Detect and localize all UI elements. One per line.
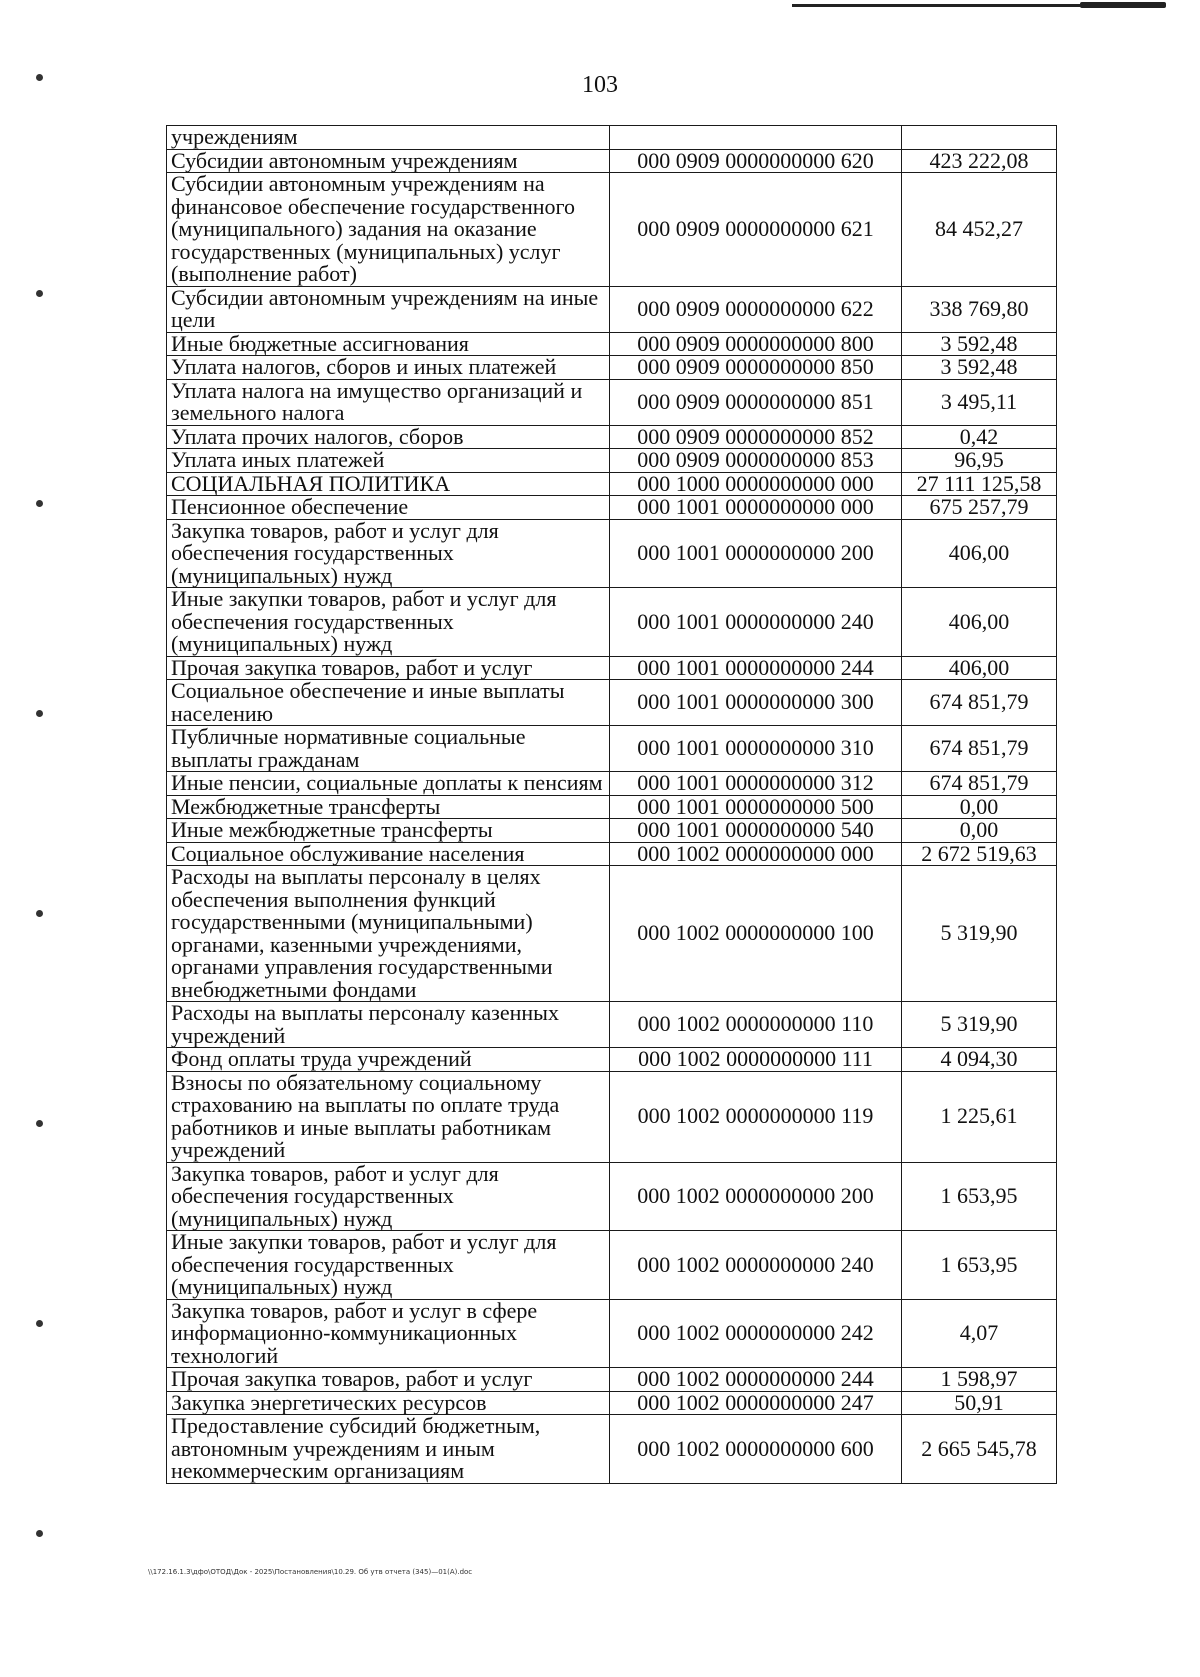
table-row	[167, 1071, 1057, 1162]
row-name-cell: Уплата налогов, сборов и иных платежей	[167, 356, 610, 380]
row-name-cell: Закупка энергетических ресурсов	[167, 1391, 610, 1415]
row-sum-cell: 1 598,97	[902, 1368, 1057, 1392]
row-name-cell: Закупка товаров, работ и услуг для обеспечения государственных (муниципальных) нужд	[167, 519, 610, 588]
top-rule-mark	[1080, 2, 1166, 8]
row-sum-cell: 423 222,08	[902, 149, 1057, 173]
margin-dot	[36, 910, 43, 917]
margin-dot	[36, 290, 43, 297]
table-row	[167, 149, 1057, 173]
row-sum-cell: 27 111 125,58	[902, 472, 1057, 496]
row-sum-cell: 338 769,80	[902, 286, 1057, 332]
row-sum-cell: 0,42	[902, 425, 1057, 449]
table-row	[167, 1299, 1057, 1368]
row-name-cell: Закупка товаров, работ и услуг для обеспечения государственных (муниципальных) нужд	[167, 1162, 610, 1231]
margin-dot	[36, 1320, 43, 1327]
row-code-cell: 000 0909 0000000000 851	[610, 379, 902, 425]
row-name-cell: Иные бюджетные ассигнования	[167, 332, 610, 356]
table-row	[167, 866, 1057, 1002]
file-path-footer: \\172.16.1.3\дфо\ОТОД\Док - 2025\Постановления\10.29. Об утв отчета (345)—01(А).doc	[148, 1568, 473, 1576]
row-code-cell: 000 1002 0000000000 240	[610, 1231, 902, 1300]
row-name-cell: Межбюджетные трансферты	[167, 795, 610, 819]
margin-dot	[36, 1530, 43, 1537]
row-name-cell: учреждениям	[167, 126, 610, 150]
row-code-cell: 000 1002 0000000000 200	[610, 1162, 902, 1231]
margin-dot	[36, 74, 43, 81]
row-code-cell: 000 0909 0000000000 622	[610, 286, 902, 332]
table-row	[167, 1368, 1057, 1392]
table-row	[167, 496, 1057, 520]
row-code-cell: 000 1002 0000000000 244	[610, 1368, 902, 1392]
row-sum-cell: 406,00	[902, 588, 1057, 657]
table-row	[167, 332, 1057, 356]
table-row	[167, 1415, 1057, 1484]
row-name-cell: Взносы по обязательному социальному страхованию на выплаты по оплате труда работников и иные выплаты работникам учреждений	[167, 1071, 610, 1162]
row-sum-cell: 0,00	[902, 819, 1057, 843]
page-number: 103	[582, 72, 618, 98]
row-name-cell: Уплата прочих налогов, сборов	[167, 425, 610, 449]
table-row	[167, 173, 1057, 287]
margin-dot	[36, 500, 43, 507]
row-sum-cell: 3 592,48	[902, 332, 1057, 356]
row-name-cell: Социальное обслуживание населения	[167, 842, 610, 866]
row-code-cell: 000 1001 0000000000 500	[610, 795, 902, 819]
row-code-cell: 000 1002 0000000000 110	[610, 1002, 902, 1048]
table-row	[167, 1231, 1057, 1300]
row-code-cell: 000 0909 0000000000 621	[610, 173, 902, 287]
row-sum-cell: 1 653,95	[902, 1162, 1057, 1231]
row-code-cell: 000 1001 0000000000 310	[610, 726, 902, 772]
row-name-cell: Социальное обеспечение и иные выплаты населению	[167, 680, 610, 726]
row-name-cell: Закупка товаров, работ и услуг в сфере информационно-коммуникационных технологий	[167, 1299, 610, 1368]
table-row	[167, 1048, 1057, 1072]
row-code-cell: 000 1001 0000000000 244	[610, 656, 902, 680]
row-code-cell	[610, 126, 902, 150]
row-code-cell: 000 1002 0000000000 000	[610, 842, 902, 866]
row-name-cell: Фонд оплаты труда учреждений	[167, 1048, 610, 1072]
row-sum-cell: 3 495,11	[902, 379, 1057, 425]
row-sum-cell: 96,95	[902, 449, 1057, 473]
row-sum-cell: 0,00	[902, 795, 1057, 819]
row-sum-cell: 84 452,27	[902, 173, 1057, 287]
budget-table-body	[167, 126, 1057, 1484]
table-row	[167, 772, 1057, 796]
row-name-cell: Иные межбюджетные трансферты	[167, 819, 610, 843]
table-row	[167, 356, 1057, 380]
table-row	[167, 680, 1057, 726]
row-sum-cell: 5 319,90	[902, 866, 1057, 1002]
row-sum-cell: 4,07	[902, 1299, 1057, 1368]
row-name-cell: Уплата иных платежей	[167, 449, 610, 473]
row-code-cell: 000 0909 0000000000 853	[610, 449, 902, 473]
row-sum-cell: 1 653,95	[902, 1231, 1057, 1300]
row-sum-cell: 674 851,79	[902, 772, 1057, 796]
table-row	[167, 656, 1057, 680]
row-code-cell: 000 1001 0000000000 000	[610, 496, 902, 520]
row-name-cell: Иные пенсии, социальные доплаты к пенсиям	[167, 772, 610, 796]
table-row	[167, 795, 1057, 819]
table-row	[167, 449, 1057, 473]
row-sum-cell: 1 225,61	[902, 1071, 1057, 1162]
row-code-cell: 000 1001 0000000000 540	[610, 819, 902, 843]
row-sum-cell: 5 319,90	[902, 1002, 1057, 1048]
row-name-cell: Прочая закупка товаров, работ и услуг	[167, 656, 610, 680]
row-code-cell: 000 0909 0000000000 852	[610, 425, 902, 449]
table-row	[167, 726, 1057, 772]
row-sum-cell: 406,00	[902, 519, 1057, 588]
row-code-cell: 000 0909 0000000000 620	[610, 149, 902, 173]
row-sum-cell: 674 851,79	[902, 680, 1057, 726]
row-code-cell: 000 1002 0000000000 242	[610, 1299, 902, 1368]
row-name-cell: Публичные нормативные социальные выплаты гражданам	[167, 726, 610, 772]
margin-dot	[36, 710, 43, 717]
row-name-cell: Субсидии автономным учреждениям на иные цели	[167, 286, 610, 332]
table-row	[167, 379, 1057, 425]
row-code-cell: 000 1000 0000000000 000	[610, 472, 902, 496]
row-sum-cell	[902, 126, 1057, 150]
row-sum-cell: 4 094,30	[902, 1048, 1057, 1072]
row-sum-cell: 674 851,79	[902, 726, 1057, 772]
row-name-cell: Пенсионное обеспечение	[167, 496, 610, 520]
table-row	[167, 286, 1057, 332]
row-code-cell: 000 1002 0000000000 247	[610, 1391, 902, 1415]
row-sum-cell: 3 592,48	[902, 356, 1057, 380]
row-sum-cell: 675 257,79	[902, 496, 1057, 520]
row-code-cell: 000 1002 0000000000 100	[610, 866, 902, 1002]
row-name-cell: СОЦИАЛЬНАЯ ПОЛИТИКА	[167, 472, 610, 496]
row-code-cell: 000 1001 0000000000 200	[610, 519, 902, 588]
row-name-cell: Уплата налога на имущество организаций и земельного налога	[167, 379, 610, 425]
row-code-cell: 000 1002 0000000000 600	[610, 1415, 902, 1484]
row-name-cell: Прочая закупка товаров, работ и услуг	[167, 1368, 610, 1392]
margin-dot	[36, 1120, 43, 1127]
budget-table	[166, 125, 1057, 1484]
table-row	[167, 588, 1057, 657]
row-code-cell: 000 0909 0000000000 800	[610, 332, 902, 356]
table-row	[167, 842, 1057, 866]
row-code-cell: 000 1001 0000000000 312	[610, 772, 902, 796]
row-name-cell: Субсидии автономным учреждениям	[167, 149, 610, 173]
table-row	[167, 1391, 1057, 1415]
row-name-cell: Иные закупки товаров, работ и услуг для обеспечения государственных (муниципальных) нужд	[167, 588, 610, 657]
row-code-cell: 000 1001 0000000000 300	[610, 680, 902, 726]
table-row	[167, 519, 1057, 588]
table-row	[167, 1002, 1057, 1048]
row-sum-cell: 50,91	[902, 1391, 1057, 1415]
table-row	[167, 1162, 1057, 1231]
row-sum-cell: 2 665 545,78	[902, 1415, 1057, 1484]
table-row	[167, 425, 1057, 449]
row-code-cell: 000 1001 0000000000 240	[610, 588, 902, 657]
row-name-cell: Расходы на выплаты персоналу казенных учреждений	[167, 1002, 610, 1048]
row-code-cell: 000 1002 0000000000 119	[610, 1071, 902, 1162]
row-name-cell: Субсидии автономным учреждениям на финансовое обеспечение государственного (муниципального) задания на оказание государственных (муниципальных) услуг (выполнение работ)	[167, 173, 610, 287]
table-row	[167, 126, 1057, 150]
row-name-cell: Иные закупки товаров, работ и услуг для обеспечения государственных (муниципальных) нужд	[167, 1231, 610, 1300]
row-code-cell: 000 0909 0000000000 850	[610, 356, 902, 380]
table-row	[167, 819, 1057, 843]
row-sum-cell: 2 672 519,63	[902, 842, 1057, 866]
row-code-cell: 000 1002 0000000000 111	[610, 1048, 902, 1072]
row-name-cell: Предоставление субсидий бюджетным, автономным учреждениям и иным некоммерческим организациям	[167, 1415, 610, 1484]
row-sum-cell: 406,00	[902, 656, 1057, 680]
row-name-cell: Расходы на выплаты персоналу в целях обеспечения выполнения функций государственными (муниципальными) органами, казенными учреждениями, органами управления государственными внебюджетными фондами	[167, 866, 610, 1002]
table-row	[167, 472, 1057, 496]
